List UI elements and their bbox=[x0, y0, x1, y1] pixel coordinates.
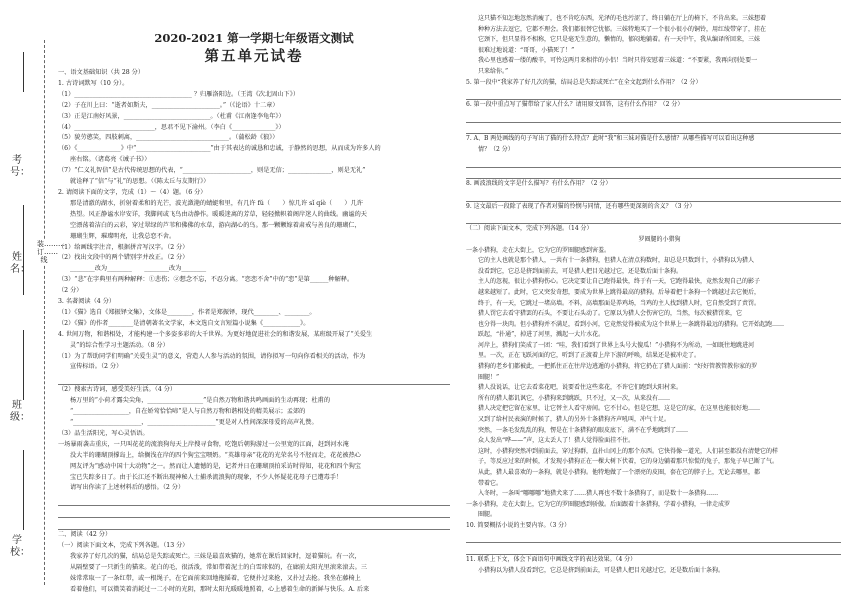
text-line: （2）子在川上曰：“逝者如斯夫，______________________。”（《论语》十二章） bbox=[58, 101, 279, 109]
page-title: 2020-2021 第一学期七年级语文测试 bbox=[154, 31, 354, 45]
text-line: 越来越短了。此时，它又突发奇想，要成为世界上跳得最高的猎狗。后导着把十条狗一个跳越过去它便后， bbox=[478, 288, 761, 296]
text-line bbox=[58, 506, 450, 518]
text-line: 我心里也感着一缕的酸辛，可怜这两月来相伴的小侣！当时只得安慰着三妹道：“不要紧，我再向别处要一 bbox=[478, 57, 758, 65]
text-line: 5. 第一段中“我家养了好几次的猫，结局总是失踪或死亡”在全文起到什么作用？（2 分） bbox=[466, 78, 702, 86]
text-line: 1. 古诗词默写（10 分）。 bbox=[58, 79, 129, 87]
text-line: （5）貌劳憨笑，四肢刺离，______________________________。（蒲松龄《狼》） bbox=[58, 134, 279, 142]
text-line: 情？（2 分） bbox=[478, 146, 514, 154]
name-blank bbox=[23, 205, 24, 295]
text-line: 从隔壁要了一只新生的猫来。花白的毛，很活泼，常如带着泥土的白雪球似的，在廊前太阳光里滚来滚去。三 bbox=[70, 563, 367, 571]
text-line: （3）正是江南好风景，____________________________。（杜甫《江南逢李龟年》） bbox=[58, 112, 285, 120]
text-line bbox=[58, 494, 450, 506]
text-line: 子，等反应过来的时候，才发现小猎狗正在一棵大树下伏着，它的身边躺着那只惊慌的兔子，那兔子早已断了气。 bbox=[478, 458, 779, 466]
text-line: （二）阅读下面文本，完成下列各题。（14 分） bbox=[466, 225, 593, 233]
text-line: 珊瑚生辉，璀璨明亮，让我总恋不舍。 bbox=[70, 232, 176, 240]
text-line bbox=[466, 543, 841, 555]
text-line: 它颈下，但只显得不相称，它只是毫无生意的，懒惰的，郁闷地躺着。有一天中午，我从编译所回来，三妹 bbox=[478, 36, 761, 44]
text-line: 就诠释了“信”与“礼”的思想。（《陈太丘与友期行》） bbox=[70, 178, 210, 186]
text-line: 宝已失踪多日了。由于长江还不断出现神秘人士捕杀流浪狗的现象，不少人怀疑花花母子已遭毒手！ bbox=[70, 473, 343, 481]
text-line: 8. 画波浪线的文字是什么描写？有什么作用？（2 分） bbox=[466, 180, 612, 188]
text-line: 里。一次，正在飞跃河面的它，听到了正渡着上岸下游的呼唤，结果还是被冲走了。 bbox=[478, 352, 701, 360]
text-line: （2 分） bbox=[58, 287, 83, 295]
text-line: 众人发出“哗——”声，这太丢人了！猎人觉得脸面挂不住。 bbox=[478, 437, 635, 445]
text-line: 灵”的综合性学习主题活动。（8 分） bbox=[70, 341, 169, 349]
text-line: （6）《______________》中“________________________”由于其表达的诚恳和忠诚，于静然的思想，从而成为许多人的 bbox=[58, 145, 381, 153]
text-line: （4）__________________________，思君不见下渝州。（李白《______________》） bbox=[58, 123, 285, 131]
text-line: （1）《猫》选自《郑振铎文集》，文体是________，作者是郑振铎，现代________、________。 bbox=[58, 308, 316, 316]
text-line: 猎人没说话，让它去看菜花吧，说要看住这些菜花，不许它们跑到大阳村来。 bbox=[478, 384, 683, 392]
text-line bbox=[466, 111, 841, 123]
text-line: 小猎狗以为猎人没看到它，它总是挤到前面去，可是猎人把目光越过它，还是数后面十条狗。 bbox=[478, 566, 725, 574]
left-column bbox=[58, 0, 450, 595]
text-line: 7. A、B 两处画线的句子写出了猫的什么特点？此时“我”和三妹对猫是什么感情？从哪些描写可以看出这种感 bbox=[466, 135, 755, 143]
text-line bbox=[466, 156, 841, 168]
text-line: 空漂荡着洁白的云彩，穿过翠绿的芦苇和佛佛的水草，游向湖心的鸟。那一颗颗嫁着肃戒与善良的珊瑚仁， bbox=[70, 221, 361, 229]
text-line: 只来给你。” bbox=[478, 67, 509, 75]
text-line bbox=[58, 518, 450, 530]
text-line: 跃起，“扑通”，掉进了河里，溅起一大片水花。 bbox=[478, 331, 605, 339]
text-line: 这只猫不知怎地忽然消瘦了，也不肯吃东西，光泽的毛也污涩了，终日躺在厅上的椅下，不肯出来。三妹想着 bbox=[478, 15, 767, 22]
text-line: 圈腿。 bbox=[478, 511, 497, 519]
text-line: （2）《猫》的作者________是清朝著名文学家，本文选自文言短篇小说集《____________》。 bbox=[58, 319, 310, 327]
text-line: 也分得一块肉。但小猎狗并不满足，看到小河，它竟然觉得被成为这个世界上一条跳得最远的猎狗。它开始起跑…… bbox=[478, 320, 785, 328]
text-line: 妹常常取一了一条红带，或一根绳子，在它面前来回地拖摇着，它便扑过来抢，又扑过去抢。我坐在藤椅上 bbox=[70, 574, 361, 582]
text-line: 从此，猎人最喜欢的一条狗，就是小猎狗。他特地做了一个漂亮的皮圈，套在它的脖子上，无论去哪里，都 bbox=[478, 469, 761, 477]
text-line: 一场暴雨袭击重庆，一只叫花花的流浪狗每天上岸搜寻食物，吃饱后朝狗游过一公里宽的江面，赶到河水淹 bbox=[58, 440, 349, 448]
text-line: 突然，一条毛发乱乱的狗，愣是在十条猎狗的眼皮底下，满不在乎地跳到了…… bbox=[478, 426, 689, 434]
unit-title: 第五单元试卷 bbox=[204, 48, 304, 65]
text-line: 2. 请阅读下面的文字，完成（1）～（4）题。（6 分） bbox=[58, 188, 207, 196]
text-line bbox=[58, 373, 450, 385]
name-label: 姓名： bbox=[10, 252, 30, 275]
text-line: 带着它。 bbox=[478, 479, 503, 487]
binding-sidebar bbox=[0, 0, 65, 608]
school-blank bbox=[23, 450, 24, 530]
text-line: 猎人决定把它留在家里，让它替主人看守房间。它不甘心。但是它想，这是它的家，在这里也能很好地…… bbox=[478, 405, 761, 413]
text-line: 所有的猎人都讥讽它，小猎狗来到跳跃，只不过，又一次，从来没有…… bbox=[478, 394, 671, 402]
text-line: ________改为________ ________改为________ bbox=[70, 265, 207, 273]
text-line: 终于，有一天，它跳过一堵高墙。不料，高墙那面是养鸡场，当鸡的主人找到猎人时，它自然受到了责罚。 bbox=[478, 299, 761, 307]
text-line: （3）“悲”在字典里有两种解释：①悲伤；②想念不忘，不忍分离。“恋恋不舍”中的“恋”是第______种解释。 bbox=[58, 276, 354, 284]
text-line: 4. 世间万物，和谐相处，才能构建一个多姿多彩的大千世界。为更好地促进社会的和谐发展，某班级开展了“关爱生 bbox=[58, 330, 373, 338]
text-line: （2）找出文段中的两个错别字并改正。（2 分） bbox=[58, 254, 189, 262]
text-line: 二、阅读（42 分） bbox=[58, 531, 112, 538]
text-line: 热望。风正静谧水岸安详，我脚间或飞鸟由动静作。暖暖迷离的芳草，轻轻掀帜着阁岸迷人的曲线。幽谧的天 bbox=[70, 210, 367, 218]
class-blank bbox=[23, 330, 24, 400]
class-label: 班级： bbox=[10, 400, 30, 423]
text-line: 9. 这文最后一段除了表现了作者对猫的怜悯与同情，还有哪些更深刻的含义？（3 分） bbox=[466, 202, 696, 210]
text-line bbox=[466, 123, 841, 135]
text-line: 10. 简要概括小说的主要内容。（3 分） bbox=[466, 521, 571, 529]
text-line: 河岸上，猎狗们笑成了一团：“哇，我们看到了世界上头号大傻瓜！”小猎狗不为所动，一如既往地跳进河 bbox=[478, 341, 755, 349]
text-line: （3）品生活阳光，写心灵悟语。 bbox=[58, 429, 149, 437]
text-line: 又到了给村民表演的时候了，猎人的另外十条猎狗齐声吼叫，冲气十足。 bbox=[478, 416, 671, 424]
exam-no-blank bbox=[23, 52, 24, 92]
text-line: 我家养了好几次的猫，结局总是失踪或死亡。三妹是最喜欢猫的，她常在课后回家时，逗着猫玩。有一次， bbox=[70, 552, 361, 560]
text-line: 很难过地说道：“哥哥，小猫死了！” bbox=[478, 46, 575, 54]
text-line: 看着他们，可以微笑着消耗过一二小时的光阴，那时太阳光暖暖地照着，心上感着生命的新鲜与快乐。A. 后来 bbox=[70, 585, 370, 593]
text-line: （一）阅读下面文本，完成下列各题。（13 分） bbox=[58, 541, 189, 549]
text-line: 这时，小猎狗突然冲到前面去，穿过狗群，直扑山冈上的那个东西。它快得像一道光，人们甚至都没有清楚它的样 bbox=[478, 447, 779, 455]
text-line bbox=[466, 532, 841, 544]
text-line: 那是清澈的湖水，折射着柔和的光芒，波光潋滟的蜻蜓和里，有几许 fǔ（ ）惊几许 sǐ qíè（ ）几许 bbox=[70, 199, 363, 207]
text-line: 网友评为“感动中国十大动物”之一。然而让人遗憾的是，记者并日在珊瑚顶拍采访时得知，花花和四个狗宝 bbox=[70, 462, 361, 470]
text-line bbox=[466, 190, 841, 202]
text-line: 座右铭。（诸葛亮《诫子书》） bbox=[70, 156, 151, 164]
text-line: 猎人罚它去看守猎罢的石头，不要让石头动了。它原以为猎人会伤害它的，当然，每次被猎罚来，它 bbox=[478, 310, 743, 318]
binding-line-label: 装………订……线 bbox=[37, 240, 65, 264]
left-text-lines bbox=[58, 68, 450, 595]
text-line: 没看到它，它总是挤到面前去，可是猎人把目光越过它，还是数后面十条狗。 bbox=[478, 267, 683, 275]
text-line: “__________________，自在娇莺恰恰啼”是人与自然万物和谐相处的精美展示；孟郊的 bbox=[70, 408, 306, 416]
text-line: 它的主人也就是那个猎人，一共有十一条猎狗，但猎人在清点狗数时，却总是只数到十，小猎狗以为猎人 bbox=[478, 257, 755, 265]
text-line: “______________________，______________________”更是对人性间深深母爱的高声礼赞。 bbox=[70, 418, 318, 426]
text-line: （7）“仁义礼智信”是古代传统思想的代表，“______________________，则是无信；______________，则是无礼” bbox=[58, 167, 366, 175]
exam-no-label: 考号： bbox=[10, 155, 30, 178]
text-line: 宣传标语。（2 分） bbox=[70, 363, 123, 371]
text-line: 一、语文基础知识（共 28 分） bbox=[58, 69, 145, 76]
text-line: 请写出你读了上述材料后的感悟。（2 分） bbox=[70, 484, 185, 492]
school-label: 学校： bbox=[10, 535, 30, 558]
text-line: 6. 第一段中重点写了猫带给了家人什么？请用原文回答，这有什么作用？（2 分） bbox=[466, 101, 684, 109]
right-text-lines bbox=[466, 14, 841, 577]
text-line: 圈腿！” bbox=[478, 373, 500, 381]
text-line: 种种方法去逗它，它都不理会。我们都很替它忧郁。三妹特地买了一个很小很小的铜铃，用红绫带穿了，挂在 bbox=[478, 25, 767, 33]
text-line: （1）______________________________________ ？归雁洛阳边。（王湾《次北固山下》） bbox=[58, 90, 300, 98]
text-line: 3. 名著阅读（4 分） bbox=[58, 298, 116, 306]
text-line bbox=[466, 168, 841, 180]
text-line: 猎狗的老乡们都被此，一把抓住正在往岸边逃遁的小猎狗，将它扔在了猎人面前：“好好管教管教你家的罗 bbox=[478, 363, 758, 371]
text-line: 一条小猎狗，走在大街上，它为它的罗圈腿感到骄傲。后面跟着十条猎狗，学着小猎狗，一律走成罗 bbox=[466, 500, 731, 508]
text-line: （2）搜索古诗词，感受美好生活。（4 分） bbox=[58, 386, 177, 394]
text-line: （1）为了帮助同学们明确“关爱生灵”的意义，营造人人参与活动的氛围，请你拟写一句向你看相关的活动，作为 bbox=[58, 352, 366, 360]
right-column bbox=[466, 14, 841, 577]
text-line: （1）给画线字注音，根据拼音写汉字。（2 分） bbox=[58, 243, 189, 251]
text-line bbox=[466, 88, 841, 100]
text-line: 一条小猎狗，走在大街上，它为它的罗圈腿感到害羞。 bbox=[466, 246, 611, 254]
binding-line bbox=[44, 40, 45, 585]
text-line bbox=[466, 212, 841, 224]
text-line: 11. 联系上下文，体会下面语句中画线文字的表达效果。（4 分） bbox=[466, 556, 637, 564]
text-line: 入冬时，一条叫“哪哪哪”地猎犬来了……猎人再也不数十条猎狗了，而是数十一条猎狗…… bbox=[478, 490, 719, 498]
text-line: 罗圈腿的小猎狗 bbox=[638, 235, 681, 243]
text-line: 主人的忽视，很让小猎狗伤心。它决定要让自己跑得最快，终于有一天，它跑得最快，竟然发现自己的影子 bbox=[478, 278, 761, 286]
text-line: 没大半的珊瑚顶撑岛上，给搁浅在岸的四个狗宝宝喂奶。“英雄母亲”花花的光荣名号不胫而走，花花被热心 bbox=[70, 451, 361, 459]
text-line: 杨万里的“小荷才露尖尖角，__________________”是自然万物和谐共鸣画面的生动再现；杜甫的 bbox=[70, 397, 331, 405]
